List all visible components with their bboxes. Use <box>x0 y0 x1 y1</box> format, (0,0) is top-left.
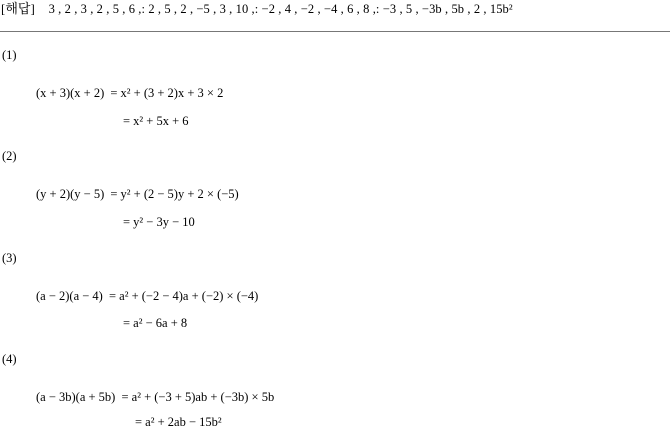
problem-1-step-1: = x² + (3 + 2)x + 3 × 2 <box>110 86 224 100</box>
problem-4-step-2: = a² + 2ab − 15b² <box>135 415 222 429</box>
problem-3-line-1 <box>36 288 258 304</box>
problem-4-line-1 <box>36 389 274 405</box>
divider <box>0 31 670 32</box>
problem-1-step-2: = x² + 5x + 6 <box>123 114 189 128</box>
problem-2-lhs: (y + 2)(y − 5) <box>36 187 105 201</box>
problem-2-step-2: = y² − 3y − 10 <box>123 215 195 229</box>
problem-3-step-2: = a² − 6a + 8 <box>123 316 188 330</box>
problem-number-1: (1) <box>2 48 17 62</box>
problem-number-3: (3) <box>2 251 17 265</box>
problem-number-2: (2) <box>2 149 17 163</box>
problem-2-line-1 <box>36 186 239 202</box>
problem-2-step-1: = y² + (2 − 5)y + 2 × (−5) <box>110 187 239 201</box>
problem-number-4: (4) <box>2 352 17 366</box>
answer-label: [해답] <box>1 1 35 16</box>
problem-3-lhs: (a − 2)(a − 4) <box>36 289 103 303</box>
problem-1-lhs: (x + 3)(x + 2) <box>36 86 105 100</box>
problem-4-step-1: = a² + (−3 + 5)ab + (−3b) × 5b <box>121 390 275 404</box>
problem-1-line-1 <box>36 85 223 101</box>
answer-values: 3 , 2 , 3 , 2 , 5 , 6 ,: 2 , 5 , 2 , −5 , 3 , 10 ,: −2 , 4 , −2 , −4 , 6 , 8 ,: −3 , 5 , −3b , 5b , 2 , 15b² <box>48 2 513 16</box>
problem-3-step-1: = a² + (−2 − 4)a + (−2) × (−4) <box>108 289 259 303</box>
problem-4-lhs: (a − 3b)(a + 5b) <box>36 390 116 404</box>
answer-header <box>1 1 669 17</box>
